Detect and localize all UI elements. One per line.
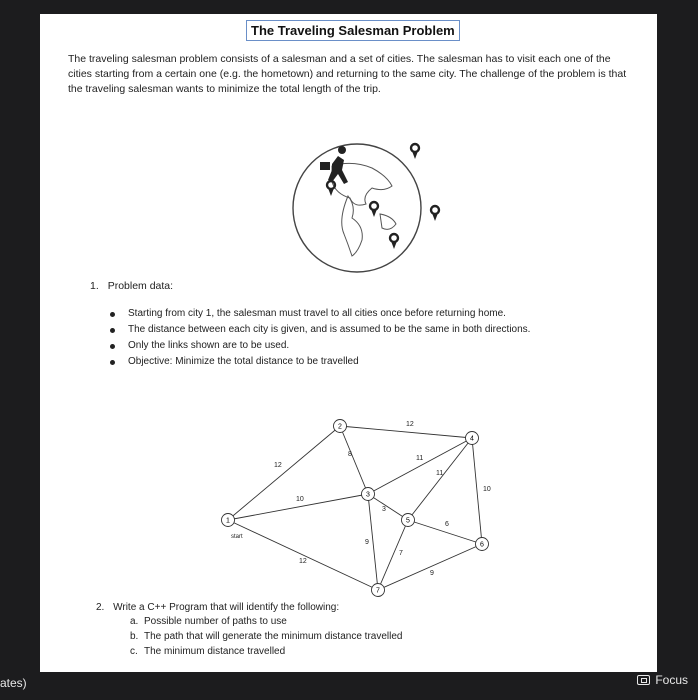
- svg-text:6: 6: [480, 541, 484, 549]
- edge-weight: 6: [445, 521, 449, 528]
- svg-text:7: 7: [376, 587, 380, 595]
- edge-weight: 12: [406, 421, 414, 428]
- section-title: Write a C++ Program that will identify the following:: [113, 602, 340, 613]
- edge-weight: 12: [274, 462, 282, 469]
- edge-weight: 9: [365, 539, 369, 546]
- graph-edge: [368, 435, 474, 494]
- edge-weight: 8: [348, 451, 352, 458]
- section-1-heading: [90, 280, 173, 292]
- graph-edge: [378, 517, 410, 590]
- section-title: Problem data:: [107, 280, 174, 292]
- section-number: 1.: [90, 280, 99, 292]
- city-node: [402, 514, 415, 527]
- edge-weight: 3: [382, 506, 386, 513]
- task-list: [130, 614, 402, 659]
- edge-weight: 12: [299, 558, 307, 565]
- list-item: Only the links shown are to be used.: [108, 338, 530, 354]
- list-item: Objective: Minimize the total distance to be travelled: [108, 354, 530, 370]
- city-node: [372, 584, 385, 597]
- edge-weight: 11: [416, 455, 424, 462]
- graph-edge: [366, 491, 408, 520]
- city-node: [466, 432, 479, 445]
- city-node: [334, 420, 347, 433]
- list-item: c. The minimum distance travelled: [130, 646, 286, 657]
- svg-text:1: 1: [226, 517, 230, 525]
- list-item: The distance between each city is given, and is assumed to be the same in both directions.: [108, 322, 530, 338]
- document-page: [40, 14, 657, 672]
- list-item: a. Possible number of paths to use: [130, 616, 287, 627]
- city-node: [476, 538, 489, 551]
- city-node: [362, 488, 375, 501]
- edge-weight: 10: [483, 486, 491, 493]
- svg-text:2: 2: [338, 423, 342, 431]
- graph-edge: [366, 491, 378, 590]
- svg-text:5: 5: [406, 517, 410, 525]
- focus-icon: [637, 675, 650, 685]
- focus-label: Focus: [655, 673, 688, 687]
- start-label: start: [231, 534, 243, 540]
- graph-edge: [470, 435, 482, 544]
- city-node: [222, 514, 235, 527]
- problem-bullets: [108, 306, 530, 370]
- section-2-heading: [96, 600, 339, 615]
- taskbar-left-text: ates): [0, 676, 27, 690]
- graph-edge: [338, 423, 368, 494]
- globe-illustration: [262, 126, 452, 276]
- graph-edge: [378, 541, 484, 590]
- city-graph: [226, 404, 491, 595]
- list-item: b. The path that will generate the minimum distance travelled: [130, 631, 403, 642]
- page-title: The Traveling Salesman Problem: [246, 20, 460, 41]
- list-item: Starting from city 1, the salesman must travel to all cities once before returning home.: [108, 306, 530, 322]
- edge-weight: 7: [399, 550, 403, 557]
- graph-edge: [226, 517, 378, 590]
- edge-weight: 10: [296, 496, 304, 503]
- svg-text:4: 4: [470, 435, 474, 443]
- graph-edge: [408, 435, 474, 520]
- section-number: 2.: [96, 602, 105, 613]
- graph-edge: [228, 423, 342, 520]
- edge-weight: 11: [436, 470, 444, 477]
- edge-weight: 9: [430, 570, 434, 577]
- focus-button[interactable]: [637, 673, 688, 687]
- svg-text:3: 3: [366, 491, 370, 499]
- intro-paragraph: The traveling salesman problem consists of a salesman and a set of cities. The salesman has to visit each one of the cities starting from a certain one (e.g. the hometown) and returning to the same city. The challenge of the problem is that the traveling salesman wants to minimize the total length of the trip.: [68, 53, 627, 95]
